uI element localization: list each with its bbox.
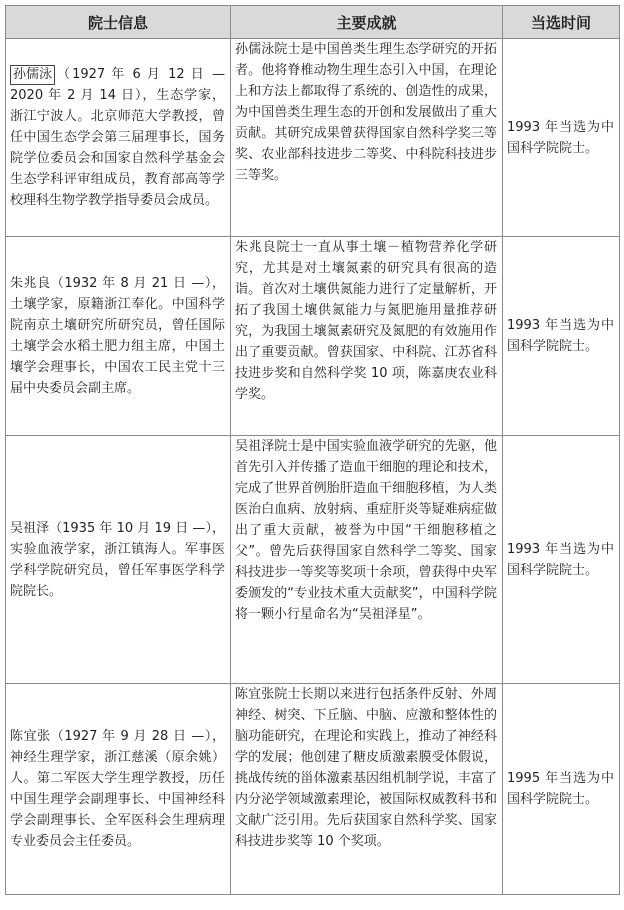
elected-cell: 1993 年当选为中国科学院院士。 <box>503 237 620 436</box>
academician-name: 吴祖泽 <box>10 520 50 536</box>
info-cell <box>6 684 231 895</box>
table-row <box>6 39 620 237</box>
header-elected: 当选时间 <box>503 6 620 39</box>
elected-cell: 1993 年当选为中国科学院院士。 <box>503 39 620 237</box>
achievement-cell: 吴祖泽院士是中国实验血液学研究的先驱，他首先引入并传播了造血干细胞的理论和技术，完成了世界首例胎肝造血干细胞移植，为人类医治白血病、放射病、重症肝炎等疑难病症做出了重大贡献，被誉为中国“干细胞移植之父”。曾先后获得国家自然科学二等奖、国家科技进步一等奖等奖项十余项，曾获得中央军委颁发的“专业技术重大贡献奖”，中国科学院将一颗小行星命名为“吴祖泽星”。 <box>231 436 503 684</box>
table-row <box>6 237 620 436</box>
achievement-cell: 孙儒泳院士是中国兽类生理生态学研究的开拓者。他将脊椎动物生理生态引入中国，在理论上和方法上都取得了系统的、创造性的成果，为中国兽类生理生态的开创和发展做出了重大贡献。其研究成果曾获得国家自然科学奖三等奖、农业部科技进步二等奖、中科院科技进步三等奖。 <box>231 39 503 237</box>
table-row <box>6 436 620 684</box>
table-row <box>6 684 620 895</box>
academician-info: （1932 年 8 月 21 日 —），土壤学家，原籍浙江奉化。中国科学院南京土壤研究所研究员，曾任国际土壤学会水稻土肥力组主席，中国土壤学会理事长，中国农工民主党十三届中央委员会副主席。 <box>10 276 225 396</box>
elected-cell: 1993 年当选为中国科学院院士。 <box>503 436 620 684</box>
academician-name: 陈宜张 <box>10 729 51 744</box>
academician-info: （1927 年 9 月 28 日 —），神经生理学家，浙江慈溪（原余姚）人。第二军医大学生理学教授，历任中国生理学会副理事长、中国神经科学会副理事长、全军医科会生理病理专业委员会主任委员。 <box>10 729 225 849</box>
header-info: 院士信息 <box>6 6 231 39</box>
info-cell <box>6 39 231 237</box>
header-achievement: 主要成就 <box>231 6 503 39</box>
achievement-cell: 朱兆良院士一直从事土壤－植物营养化学研究，尤其是对土壤氮素的研究具有很高的造诣。首次对土壤供氮能力进行了定量解析，开拓了我国土壤供氮能力与氮肥施用量推荐研究，为我国土壤氮素研究及氮肥的有效施用作出了重要贡献。曾获国家、中科院、江苏省科技进步奖和自然科学奖 10 项，陈嘉庚农业科学奖。 <box>231 237 503 436</box>
academician-info: （1927 年 6 月 12 日 —2020 年 2 月 14 日），生态学家，浙江宁波人。北京师范大学教授，曾任中国生态学会第三届理事长，国务院学位委员会和国家自然科学基金会生态学科评审组成员，教育部高等学校理科生物学教学指导委员会成员。 <box>10 67 225 208</box>
elected-cell: 1995 年当选为中国科学院院士。 <box>503 684 620 895</box>
academician-table <box>5 5 620 895</box>
achievement-cell: 陈宜张院士长期以来进行包括条件反射、外周神经、树突、下丘脑、中脑、应激和整体性的脑功能研究，在理论和实践上，推动了神经科学的发展；他创建了糖皮质激素膜受体假说，挑战传统的甾体激素基因组机制学说，丰富了内分泌学领域激素理论，被国际权威教科书和文献广泛引用。先后获国家自然科学奖、国家科技进步奖等 10 个奖项。 <box>231 684 503 895</box>
info-cell <box>6 436 231 684</box>
header-row <box>6 6 620 39</box>
info-cell <box>6 237 231 436</box>
academician-name: 孙儒泳 <box>10 65 55 85</box>
academician-name: 朱兆良 <box>10 276 51 291</box>
academician-info: （1935 年 10 月 19 日 —），实验血液学家，浙江镇海人。军事医学科学院研究员，曾任军事医学科学院院长。 <box>10 520 225 599</box>
